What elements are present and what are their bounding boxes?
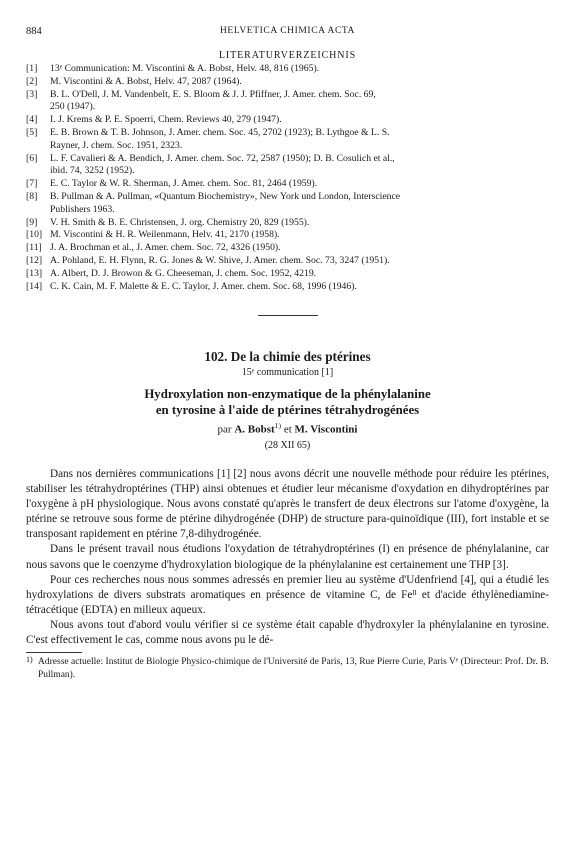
section-divider bbox=[258, 315, 318, 316]
footnote-text: Adresse actuelle: Institut de Biologie Physico-chimique de l'Université de Paris, 13, Rue Pierre Curie, Paris Vᵉ (Directeur: Prof. Dr. B. Pullman). bbox=[38, 657, 549, 680]
reference-item bbox=[26, 153, 549, 179]
reference-text: Publishers 1963. bbox=[50, 203, 115, 215]
journal-name: HELVETICA CHIMICA ACTA bbox=[219, 26, 356, 36]
reference-number: [6] bbox=[26, 152, 38, 164]
footnote bbox=[26, 656, 549, 681]
reference-number: [2] bbox=[26, 75, 38, 87]
reference-text: B. L. O'Dell, J. M. Vandenbelt, E. S. Bloom & J. J. Pfiffner, J. Amer. chem. Soc. 69, bbox=[50, 88, 376, 100]
received-date: (28 XII 65) bbox=[264, 440, 311, 451]
body-paragraph: Dans le présent travail nous étudions l'oxydation de tétrahydroptérines (I) en présence de phénylalanine, car nous savons que le coenzyme d'hydroxylation biologique de la phénylalanine est certainement une THP [3]. bbox=[26, 543, 549, 571]
reference-text: A. Pohland, E. H. Flynn, R. G. Jones & W. Shive, J. Amer. chem. Soc. 73, 3247 (1951). bbox=[50, 254, 390, 266]
author-name: M. Viscontini bbox=[294, 424, 358, 436]
reference-item bbox=[26, 178, 549, 191]
reference-text: B. Pullman & A. Pullman, «Quantum Biochemistry», New York und London, Interscience bbox=[50, 190, 401, 202]
page-number: 884 bbox=[26, 26, 42, 37]
article-subtitle bbox=[26, 386, 549, 418]
reference-number: [1] bbox=[26, 63, 38, 74]
subtitle-line-1: Hydroxylation non-enzymatique de la phénylalanine bbox=[144, 387, 431, 402]
reference-text: M. Viscontini & A. Bobst, Helv. 47, 2087 (1964). bbox=[50, 75, 242, 87]
reference-text: J. A. Brochman et al., J. Amer. chem. Soc. 72, 4326 (1950). bbox=[50, 242, 281, 254]
reference-item bbox=[26, 89, 549, 115]
authors-prefix: par bbox=[217, 424, 232, 436]
reference-text: E. C. Taylor & W. R. Sherman, J. Amer. chem. Soc. 81, 2464 (1959). bbox=[50, 178, 318, 190]
reference-item bbox=[26, 114, 549, 127]
reference-item bbox=[26, 76, 549, 89]
reference-text: 250 (1947). bbox=[50, 101, 96, 113]
reference-text: A. Albert, D. J. Browon & G. Cheeseman, J. chem. Soc. 1952, 4219. bbox=[50, 267, 317, 279]
reference-item bbox=[26, 127, 549, 153]
running-head bbox=[26, 26, 549, 42]
reference-number: [3] bbox=[26, 88, 38, 100]
reference-text: I. J. Krems & P. E. Spoerri, Chem. Reviews 40, 279 (1947). bbox=[50, 114, 282, 126]
reference-item bbox=[26, 63, 549, 76]
reference-number: [9] bbox=[26, 216, 38, 228]
reference-number: [10] bbox=[26, 229, 43, 241]
reference-item bbox=[26, 217, 549, 230]
article-title: 102. De la chimie des ptérines bbox=[204, 349, 371, 365]
reference-text: Rayner, J. chem. Soc. 1951, 2323. bbox=[50, 139, 183, 151]
reference-number: [14] bbox=[26, 280, 43, 292]
reference-number: [13] bbox=[26, 267, 43, 279]
reference-text: 13ᵉ Communication: M. Viscontini & A. Bobst, Helv. 48, 816 (1965). bbox=[50, 63, 320, 74]
journal-page bbox=[26, 26, 549, 681]
reference-item bbox=[26, 268, 549, 281]
reference-text: ibid. 74, 3252 (1952). bbox=[50, 165, 135, 177]
reference-item bbox=[26, 242, 549, 255]
reference-text: M. Viscontini & H. R. Weilenmann, Helv. 41, 2170 (1958). bbox=[50, 229, 280, 241]
authors-joiner: et bbox=[283, 424, 292, 436]
body-paragraph: Dans nos dernières communications [1] [2] nous avons décrit une nouvelle méthode pour réduire les ptérines, stabiliser les tétrahydroptérines (THP) ainsi obtenues et étudier leur mécanisme d'oxydation en dihydroptérines par l'oxygène à pH physiologique. Nous avons constaté qu'après le transfert de deux électrons sur l'atome d'oxygène, la ptérine se retrouve sous forme de ptérine dihydrogénée (DHP) de structure para-quinoïdique (III), fort instable et se transposant rapidement en ptérine 7,8-dihydrogénée. bbox=[26, 468, 549, 541]
body-paragraph: Pour ces recherches nous nous sommes adressés en premier lieu au système d'Udenfriend [4], qui a étudié les hydroxylations de divers substrats aromatiques en présence de vitamine C, de Feᴵᴵ et d'acide éthylènediamine-tétracétique (EDTA) en milieux aqueux. bbox=[26, 573, 549, 616]
footnote-rule bbox=[26, 652, 82, 653]
reference-list bbox=[26, 63, 549, 293]
references-heading: LITERATURVERZEICHNIS bbox=[218, 50, 357, 61]
reference-number: [7] bbox=[26, 178, 38, 190]
authors-line bbox=[26, 421, 549, 436]
reference-text: E. B. Brown & T. B. Johnson, J. Amer. chem. Soc. 45, 2702 (1923); B. Lythgoe & L. S. bbox=[50, 126, 390, 138]
article-body bbox=[26, 467, 549, 648]
communication-number: 15ᵉ communication [1] bbox=[241, 367, 334, 379]
footnote-marker: 1) bbox=[274, 421, 282, 431]
reference-item bbox=[26, 255, 549, 268]
reference-number: [4] bbox=[26, 114, 38, 126]
reference-text: V. H. Smith & B. E. Christensen, J. org. Chemistry 20, 829 (1955). bbox=[50, 216, 310, 228]
reference-number: [12] bbox=[26, 254, 43, 266]
reference-number: [11] bbox=[26, 242, 42, 254]
reference-item bbox=[26, 281, 549, 294]
reference-number: [5] bbox=[26, 126, 38, 138]
reference-text: C. K. Cain, M. F. Malette & E. C. Taylor, J. Amer. chem. Soc. 68, 1996 (1946). bbox=[50, 280, 357, 292]
reference-text: L. F. Cavalieri & A. Bendich, J. Amer. chem. Soc. 72, 2587 (1950); D. B. Cosulich et al., bbox=[50, 152, 395, 164]
reference-item bbox=[26, 229, 549, 242]
reference-item bbox=[26, 191, 549, 217]
subtitle-line-2: en tyrosine à l'aide de ptérines tétrahydrogénées bbox=[155, 403, 420, 418]
body-paragraph: Nous avons tout d'abord voulu vérifier si ce système était capable d'hydroxyler la phénylalanine en tyrosine. C'est effectivement le cas, comme nous avons pu le dé- bbox=[26, 618, 549, 647]
footnote-mark: 1) bbox=[26, 655, 33, 665]
reference-number: [8] bbox=[26, 190, 38, 202]
author-name: A. Bobst bbox=[234, 424, 275, 436]
